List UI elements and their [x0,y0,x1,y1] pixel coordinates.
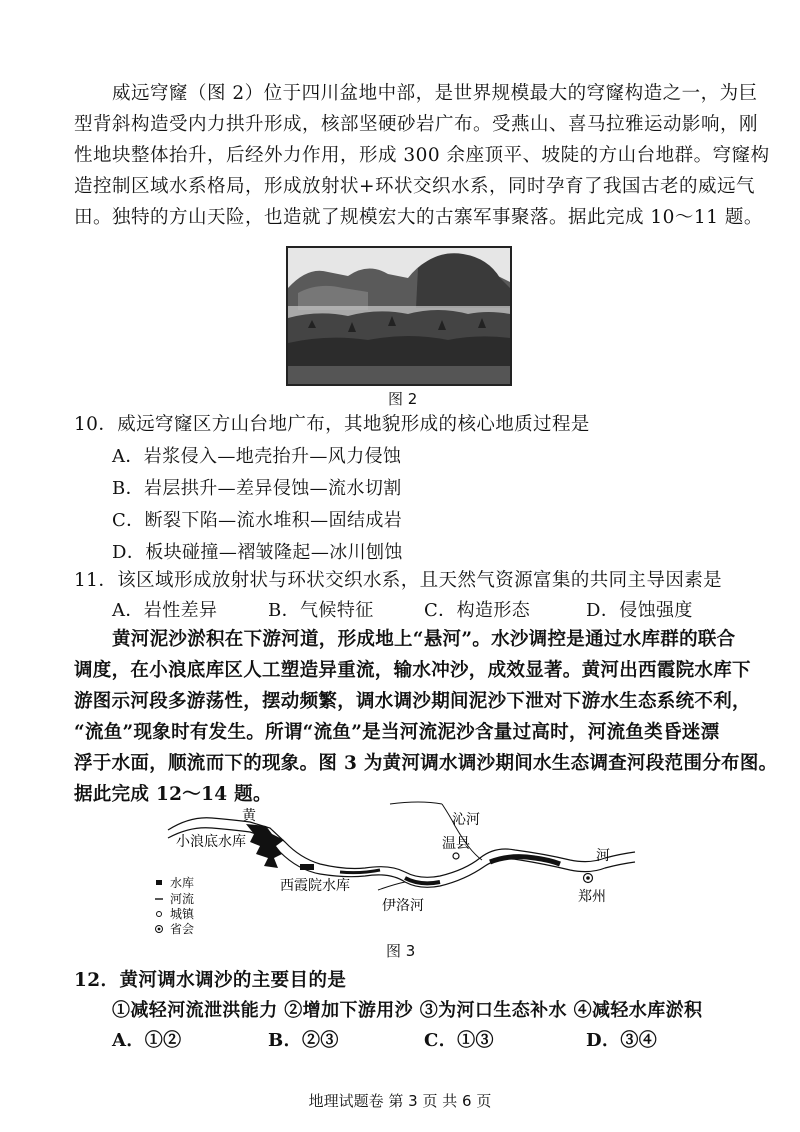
page-footer: 地理试题卷 第 3 页 共 6 页 [308,1092,492,1110]
mesa-landscape-image [288,248,510,384]
legend-capital-dot [158,928,161,931]
question-10-option-c[interactable]: C．断裂下陷—流水堆积—固结成岩 [112,510,403,531]
legend-capital-label: 省会 [170,922,195,936]
zhengzhou-capital-dot [586,876,590,880]
map-label-xixiayuan: 西霞院水库 [280,878,350,894]
map-label-he: 河 [596,848,610,864]
legend-river-label: 河流 [170,892,195,906]
xiaolangdi-reservoir-shape [246,824,284,868]
map-label-huang: 黄 [242,808,256,824]
legend-reservoir-label: 水库 [170,876,195,890]
question-10-option-b[interactable]: B．岩层拱升—差异侵蚀—流水切割 [112,478,402,499]
river-wide-segment [340,870,380,873]
passage-yellow-river [74,624,778,810]
yiluohe-river-line [378,882,405,890]
question-12-stem: 12．黄河调水调沙的主要目的是 [74,970,347,991]
river-wide-segment [405,878,440,883]
passage-line: 田。独特的方山天险，也造就了规模宏大的古寨军事聚落。据此完成 10～11 题。 [74,207,763,228]
question-12-option-b[interactable]: B．②③ [268,1030,339,1051]
question-11-stem: 11．该区域形成放射状与环状交织水系，且天然气资源富集的共同主导因素是 [74,570,723,591]
yellow-river-map [150,798,650,938]
legend-town-label: 城镇 [170,907,195,921]
question-12-option-a[interactable]: A．①② [112,1030,182,1051]
question-10-stem: 10．威远穹窿区方山台地广布，其地貌形成的核心地质过程是 [74,414,590,435]
passage-line: 型背斜构造受内力拱升形成，核部坚硬砂岩广布。受燕山、喜马拉雅运动影响，刚 [74,114,759,135]
question-12-option-c[interactable]: C．①③ [424,1030,494,1051]
question-11-option-b[interactable]: B．气候特征 [268,600,374,621]
xixiayuan-reservoir-shape [300,864,314,870]
qinhe-upper-line [390,802,442,804]
passage-line: 黄河泥沙淤积在下游河道，形成地上“悬河”。水沙调控是通过水库群的联合 [112,629,736,650]
question-10-option-d[interactable]: D．板块碰撞—褶皱隆起—冰川刨蚀 [112,542,403,563]
passage-line: 据此完成 12～14 题。 [74,784,272,805]
wenxian-town-icon [453,853,459,859]
passage-line: “流鱼”现象时有发生。所谓“流鱼”是当河流泥沙含量过高时，河流鱼类昏迷漂 [74,722,720,743]
passage-line: 造控制区域水系格局，形成放射状+环状交织水系，同时孕育了我国古老的威远气 [74,176,756,197]
map-legend [155,875,195,936]
map-label-xiaolangdi: 小浪底水库 [176,834,246,850]
figure-3-caption: 图 3 [386,942,416,960]
legend-reservoir-icon [156,880,162,885]
passage-line: 调度，在小浪底库区人工塑造异重流，输水冲沙，成效显著。黄河出西霞院水库下 [74,660,751,681]
map-label-wenxian: 温县 [442,836,470,852]
question-11-option-d[interactable]: D．侵蚀强度 [586,600,693,621]
question-12-option-d[interactable]: D．③④ [586,1030,658,1051]
map-label-yiluohe: 伊洛河 [382,898,424,914]
mesa-landscape-photo [286,246,512,386]
passage-line: 性地块整体抬升，后经外力作用，形成 300 余座顶平、坡陡的方山台地群。穹窿构 [74,145,770,166]
map-label-zhengzhou: 郑州 [578,889,606,905]
question-11-option-a[interactable]: A．岩性差异 [112,600,218,621]
legend-town-icon [157,912,162,917]
question-11-option-c[interactable]: C．构造形态 [424,600,531,621]
passage-weiyuan [74,78,770,233]
passage-line: 浮于水面，顺流而下的现象。图 3 为黄河调水调沙期间水生态调查河段范围分布图。 [74,753,778,774]
map-label-qinhe: 沁河 [452,812,480,828]
question-12-statements: ①减轻河流泄洪能力 ②增加下游用沙 ③为河口生态补水 ④减轻水库淤积 [112,1000,703,1021]
passage-line: 威远穹窿（图 2）位于四川盆地中部，是世界规模最大的穹窿构造之一，为巨 [112,83,758,104]
question-10-option-a[interactable]: A．岩浆侵入—地壳抬升—风力侵蚀 [112,446,402,467]
figure-2-caption: 图 2 [388,390,418,408]
passage-line: 游图示河段多游荡性，摆动频繁，调水调沙期间泥沙下泄对下游水生态系统不利， [74,691,751,712]
